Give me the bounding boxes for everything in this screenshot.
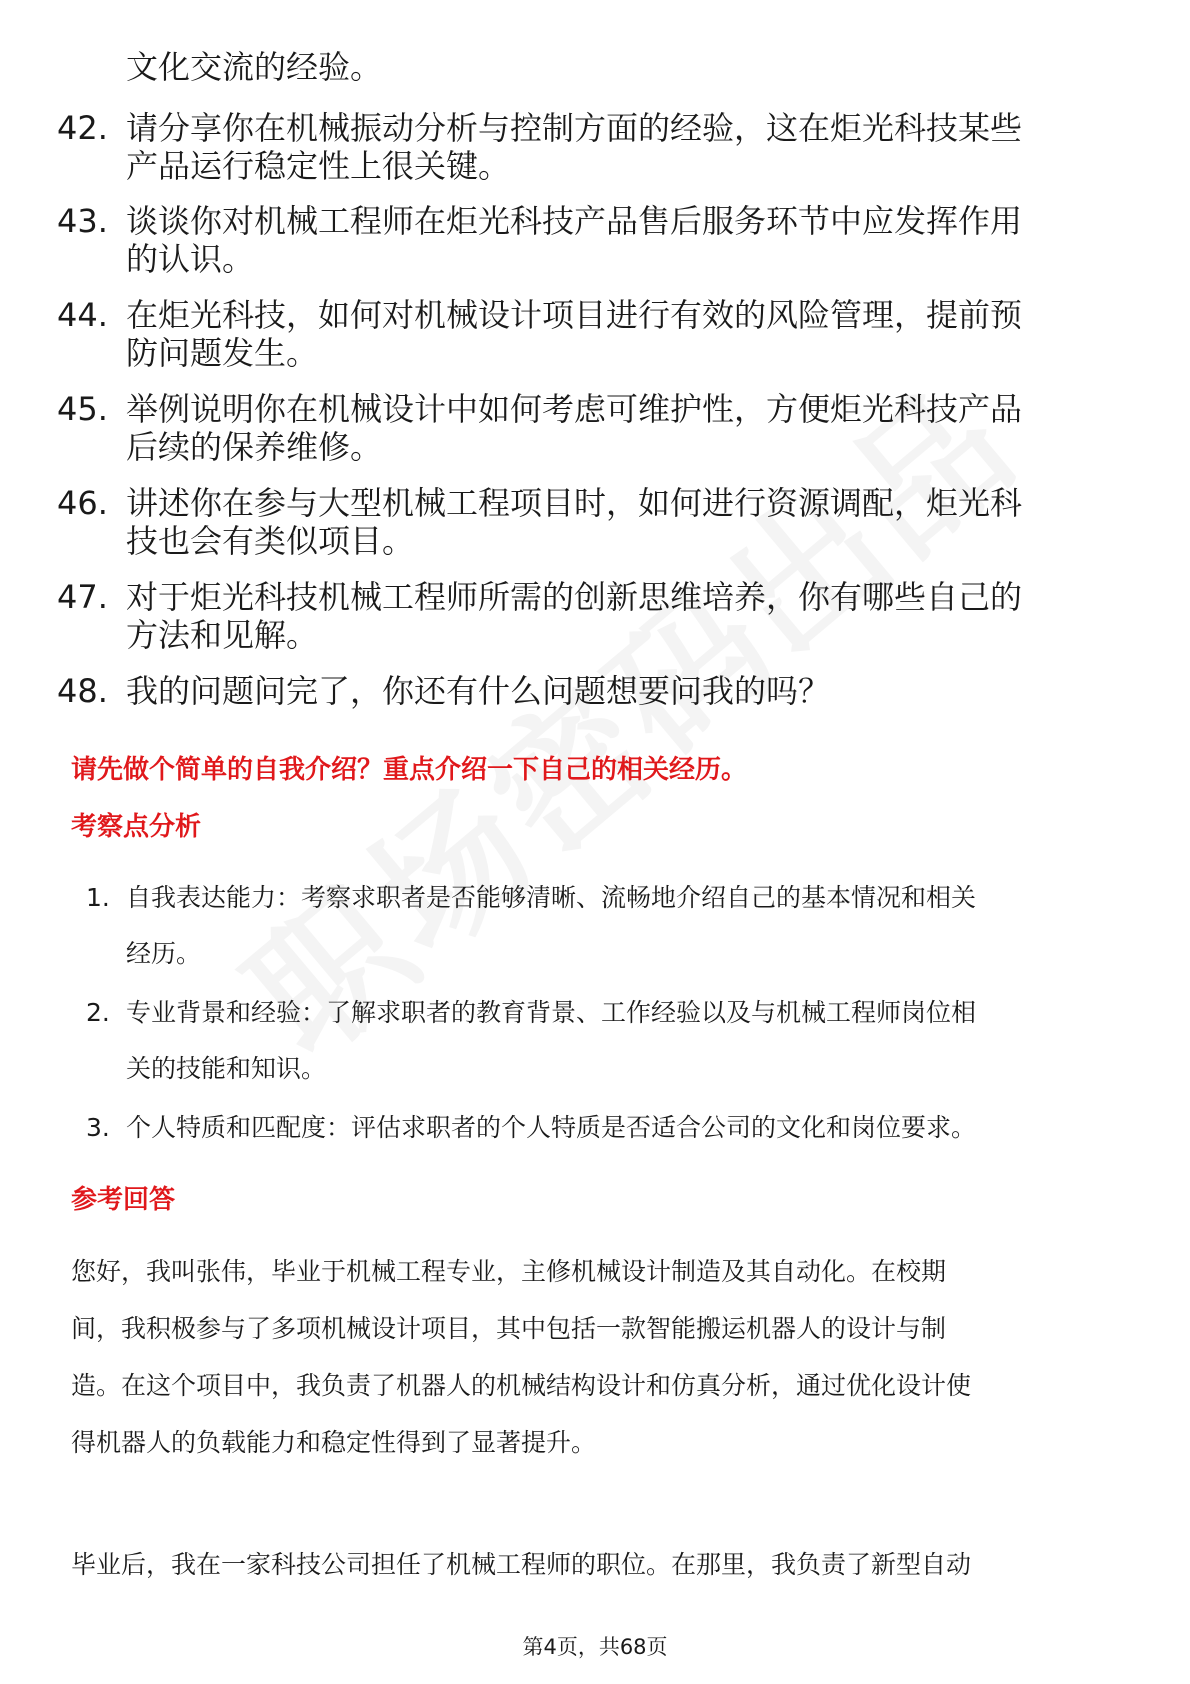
question-line: 举例说明你在机械设计中如何考虑可维护性，方便炬光科技产品 (126, 390, 1023, 428)
interview-question-title: 请先做个简单的自我介绍？重点介绍一下自己的相关经历。 (71, 755, 748, 785)
question-number: 43. (57, 202, 108, 240)
analysis-line: 经历。 (126, 939, 202, 968)
question-line: 请分享你在机械振动分析与控制方面的经验，这在炬光科技某些 (126, 109, 1023, 147)
question-number: 42. (57, 109, 108, 147)
analysis-line: 个人特质和匹配度：评估求职者的个人特质是否适合公司的文化和岗位要求。 (126, 1113, 977, 1142)
question-line: 对于炬光科技机械工程师所需的创新思维培养，你有哪些自己的 (126, 578, 1023, 616)
answer-line: 毕业后，我在一家科技公司担任了机械工程师的职位。在那里，我负责了新型自动 (71, 1550, 972, 1579)
question-number: 45. (57, 390, 108, 428)
question-line: 我的问题问完了，你还有什么问题想要问我的吗？ (126, 672, 831, 710)
analysis-line: 关的技能和知识。 (126, 1054, 327, 1083)
question-number: 47. (57, 578, 108, 616)
question-line: 后续的保养维修。 (126, 428, 383, 466)
answer-line: 造。在这个项目中，我负责了机器人的机械结构设计和仿真分析，通过优化设计使 (71, 1371, 972, 1400)
analysis-number: 2. (86, 998, 110, 1027)
question-line: 讲述你在参与大型机械工程项目时，如何进行资源调配，炬光科 (126, 484, 1023, 522)
question-line: 产品运行稳定性上很关键。 (126, 147, 511, 185)
question-line: 的认识。 (126, 240, 255, 278)
answer-heading: 参考回答 (71, 1185, 176, 1215)
analysis-heading: 考察点分析 (71, 812, 202, 842)
page-number-footer: 第4页，共68页 (522, 1635, 668, 1659)
analysis-number: 3. (86, 1113, 110, 1142)
question-number: 48. (57, 672, 108, 710)
analysis-number: 1. (86, 883, 110, 912)
question-number: 44. (57, 296, 108, 334)
analysis-line: 自我表达能力：考察求职者是否能够清晰、流畅地介绍自己的基本情况和相关 (126, 883, 977, 912)
answer-line: 间，我积极参与了多项机械设计项目，其中包括一款智能搬运机器人的设计与制 (71, 1314, 947, 1343)
question-line: 在炬光科技，如何对机械设计项目进行有效的风险管理，提前预 (126, 296, 1023, 334)
question-line: 谈谈你对机械工程师在炬光科技产品售后服务环节中应发挥作用 (126, 202, 1023, 240)
question-continuation: 文化交流的经验。 (126, 48, 383, 86)
question-line: 防问题发生。 (126, 334, 319, 372)
question-line: 方法和见解。 (126, 616, 319, 654)
answer-line: 得机器人的负载能力和稳定性得到了显著提升。 (71, 1428, 597, 1457)
answer-line: 您好，我叫张伟，毕业于机械工程专业，主修机械设计制造及其自动化。在校期 (71, 1257, 947, 1286)
question-line: 技也会有类似项目。 (126, 522, 415, 560)
question-number: 46. (57, 484, 108, 522)
analysis-line: 专业背景和经验：了解求职者的教育背景、工作经验以及与机械工程师岗位相 (126, 998, 977, 1027)
